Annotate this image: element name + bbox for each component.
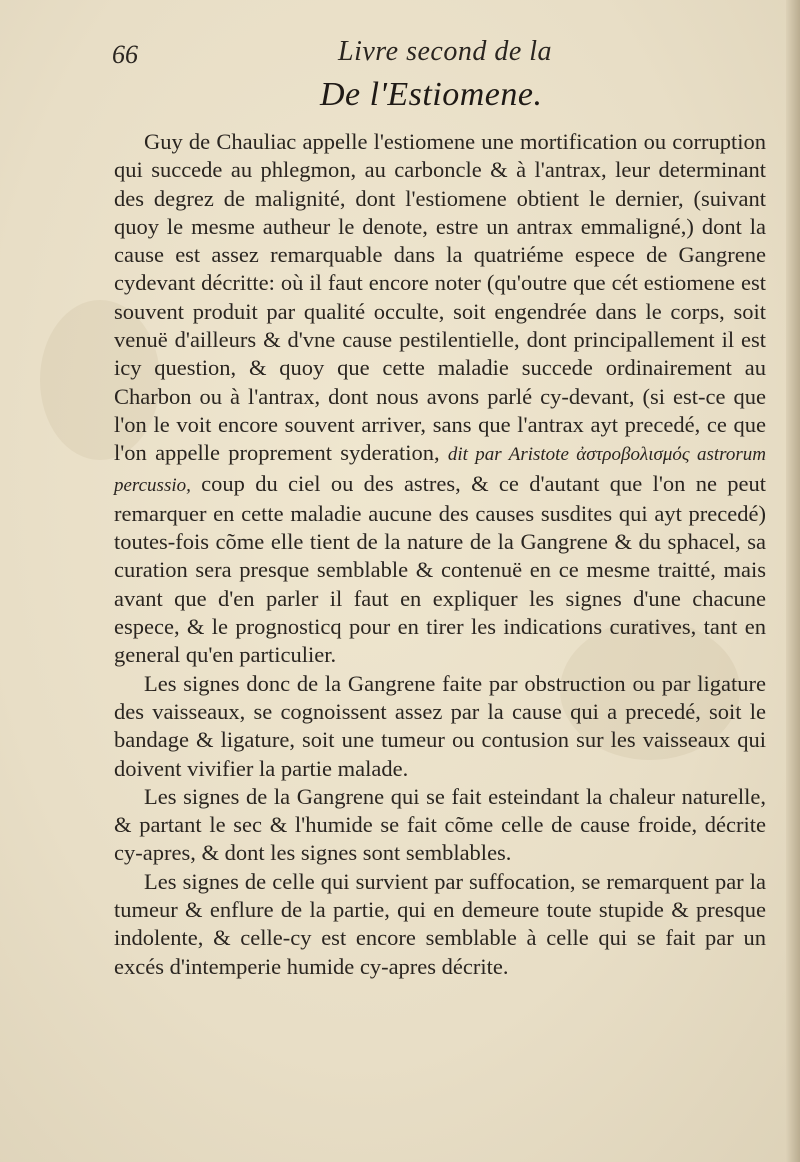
page-number: 66 <box>112 40 138 69</box>
page-edge <box>786 0 800 1162</box>
paragraph: Les signes de la Gangrene qui se fait esteindant la chaleur naturelle, & partant le sec & l'humide se fait cõme celle de cause froide, décrite cy-apres, & dont les signes sont semblables. <box>114 783 766 866</box>
paragraph <box>114 128 766 670</box>
section-title: De l'Estiomene. <box>320 76 543 113</box>
italic-citation: dit par Aristote ἀστροβολισμός astrorum percussio, <box>114 444 766 496</box>
body-text <box>114 128 766 981</box>
paragraph: Les signes de celle qui survient par suffocation, se remarquent par la tumeur & enflure de la partie, qui en demeure toute stupide & presque indolente, & celle-cy est encore semblable à celle qui se fait par un excés d'intemperie humide cy-apres décrite. <box>114 868 766 979</box>
paragraph: Les signes donc de la Gangrene faite par obstruction ou par ligature des vaisseaux, se cognoissent assez par la cause qui a precedé, soit le bandage & ligature, soit une tumeur ou contusion sur les vaisseaux qui doivent vivifier la partie malade. <box>114 670 766 781</box>
running-head: Livre second de la <box>338 36 553 67</box>
paragraph-text: Guy de Chauliac appelle l'estiomene une mortification ou corruption qui succede au phlegmon, au carboncle & à l'antrax, leur determinant des degrez de malignité, dont l'estiomene obtient le dernier, (suivant quoy le mesme autheur le denote, estre un antrax emmaligné,) dont la cause est assez remarquable dans la quatriéme espece de Gangrene cydevant décritte: où il faut encore noter (qu'outre que cét estiomene est souvent produit par qualité occulte, soit engendrée dans le corps, soit venuë d'ailleurs & d'vne cause pestilentielle, dont principallement il est icy question, & quoy que cette maladie succede ordinairement au Charbon ou à l'antrax, dont nous avons parlé cy-devant, (si est-ce que l'on le voit encore souvent arriver, sans que l'antrax ayt precedé, ce que l'on appelle proprement syderation, <box>114 129 766 466</box>
paragraph-text: coup du ciel ou des astres, & ce d'autant que l'on ne peut remarquer en cette maladie aucune des causes susdites qui ayt precedé) toutes-fois cõme elle tient de la nature de la Gangrene & du sphacel, sa curation sera presque semblable & contenuë en ce mesme traitté, mais avant que d'en parler il faut en expliquer les signes d'une chacune espece, & le prognosticq pour en tirer les indications curatives, tant en general qu'en particulier. <box>114 470 766 668</box>
